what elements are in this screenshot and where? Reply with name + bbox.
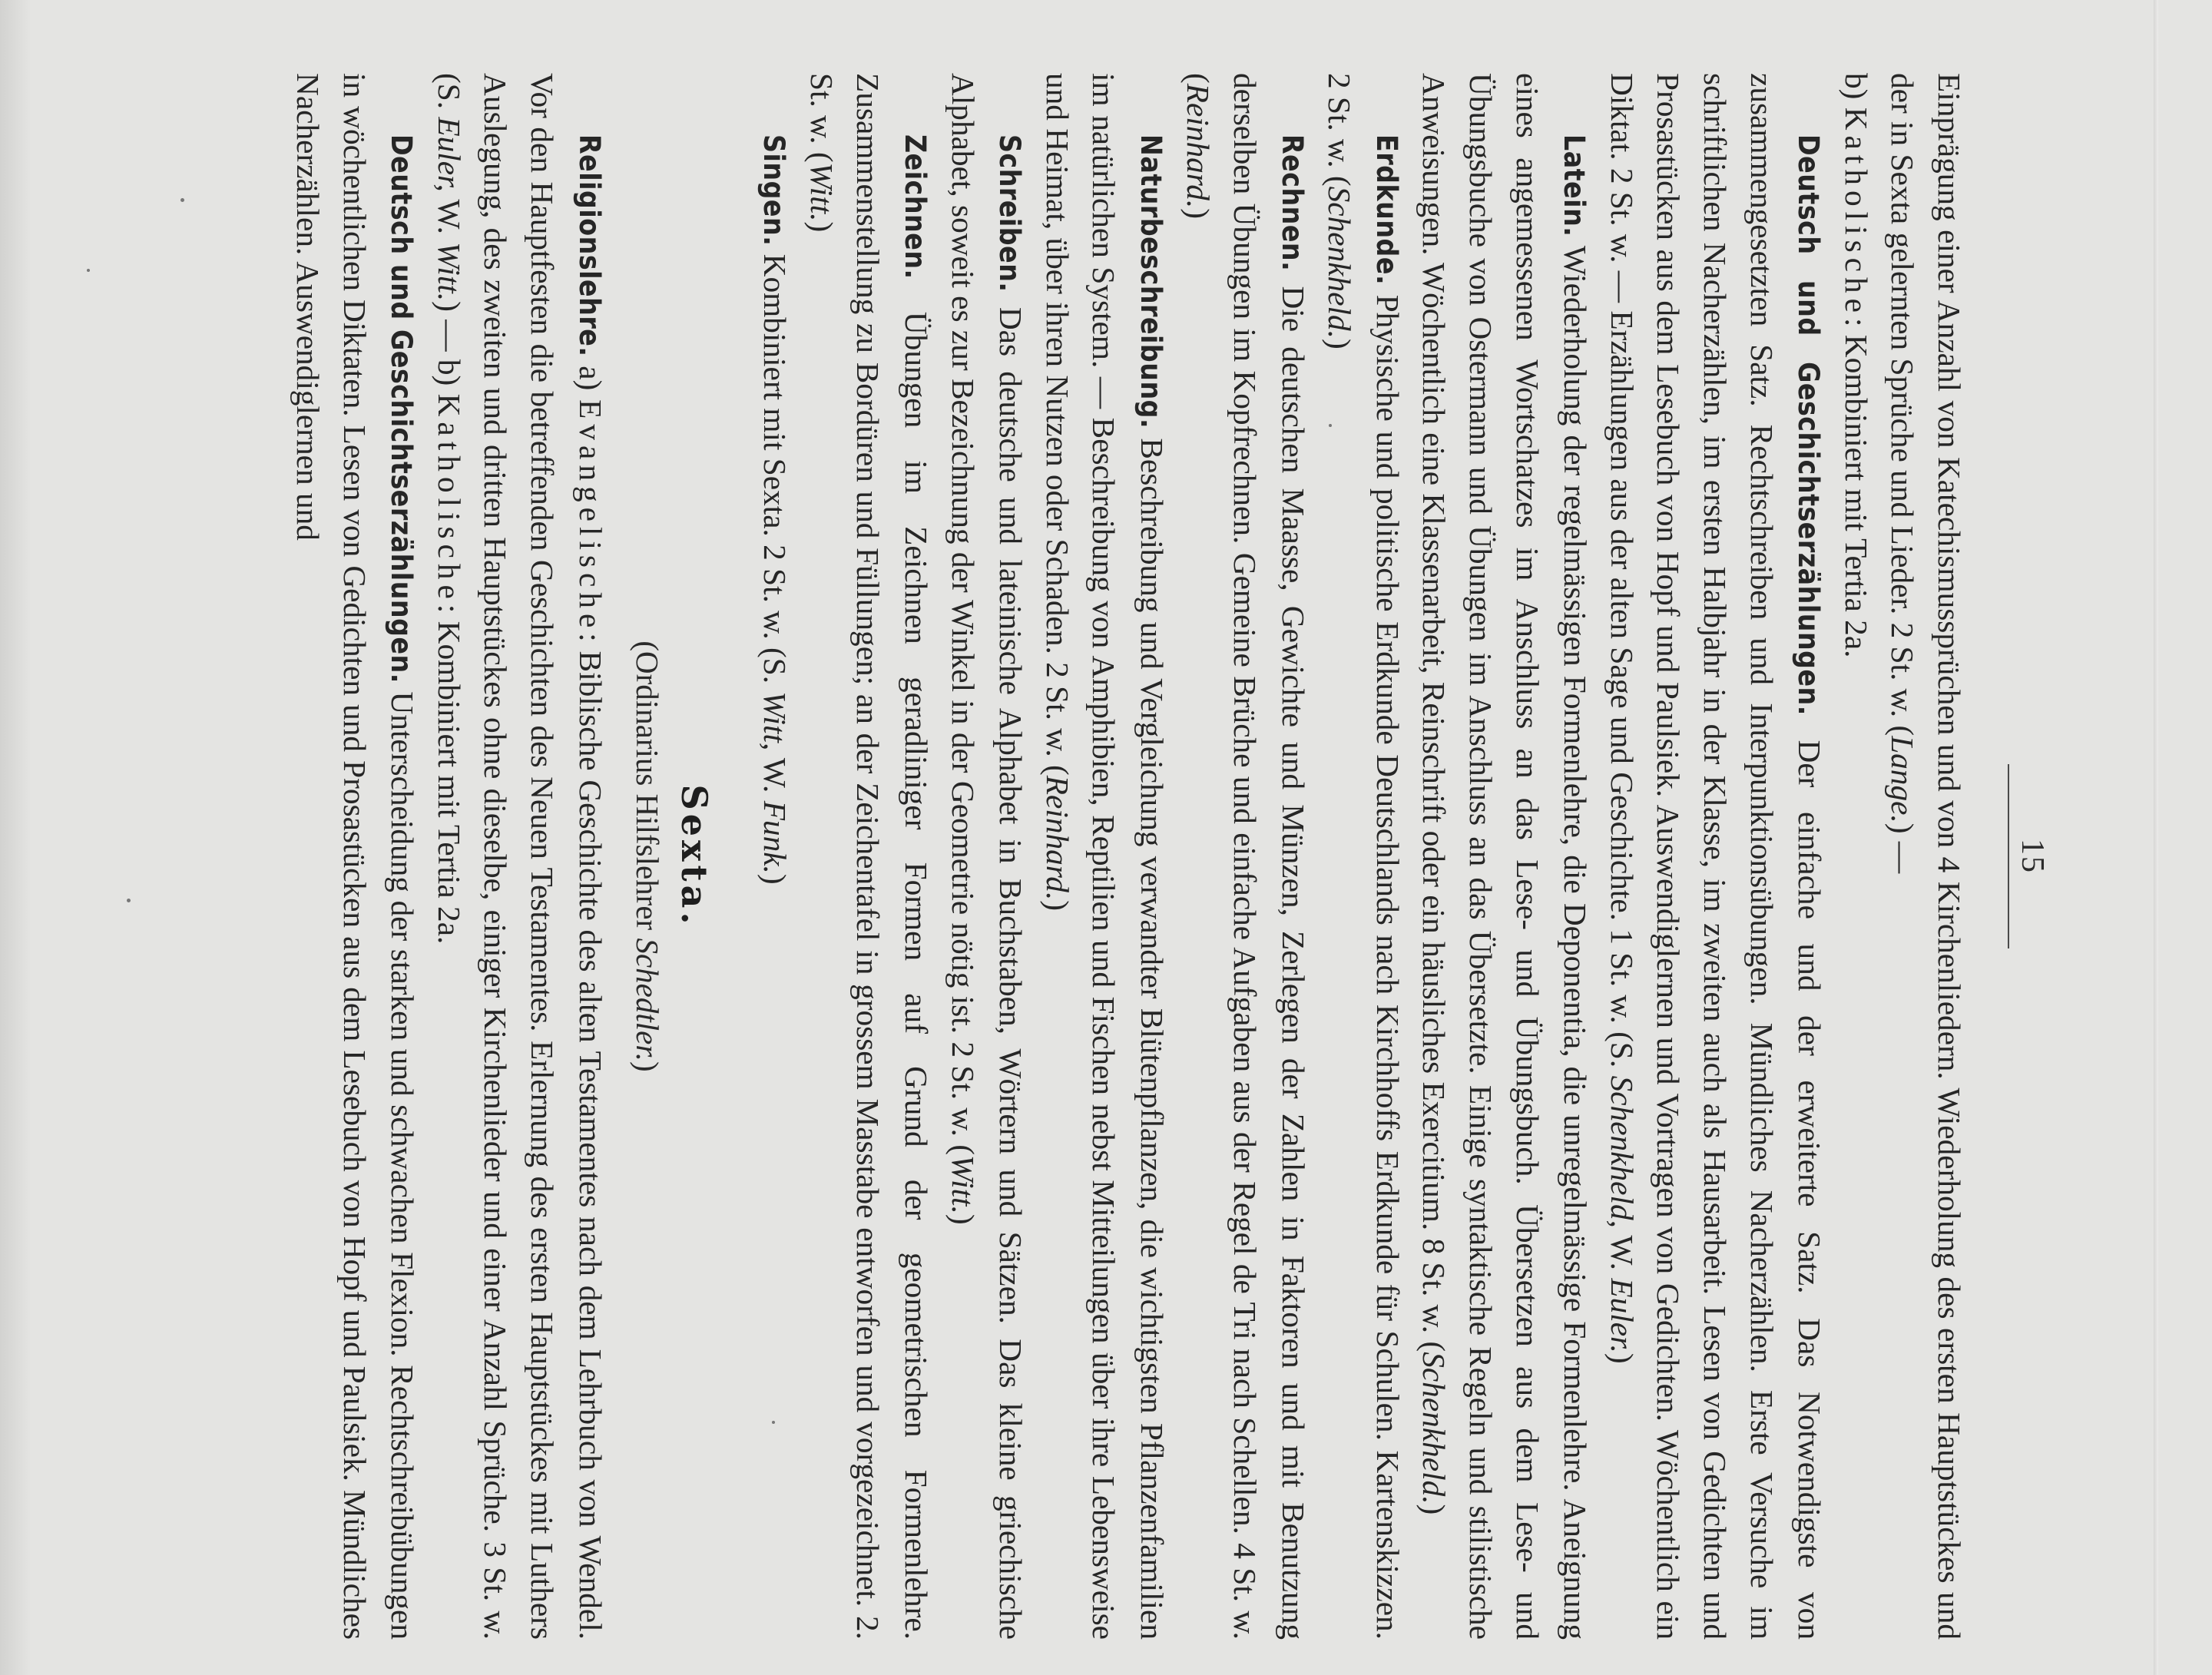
teacher-name: Reinhard. — [1039, 775, 1075, 901]
scan-shadow — [0, 0, 31, 1675]
paragraph-text: Physische und politische Erdkunde Deutschlands nach Kirchhoffs Erdkunde für Schulen. Kartenskizzen. 2 St. w. ( — [1322, 73, 1406, 1640]
paragraph-text: ) — [1604, 1352, 1640, 1364]
subject-heading: Singen. — [757, 134, 791, 247]
paragraph-text: Wiederholung der regelmässigen Formenlehre, die Deponentia, die unregelmässige Formenlehre. Aneignung eines angemessenen Wortschatzes im Anschluss an das Lese- und Übungsbuch. Übersetzen aus dem Lese- und Übungsbuche von Ostermann und Übungen im Anschluss an das Übersetzte. Einige syntaktische Regeln und stilistische Anweisungen. Wöchentlich eine Klassenarbeit, Reinschrift oder ein häusliches Exercitium. 8 St. w. ( — [1416, 73, 1594, 1640]
subtitle-text: ) — [629, 1061, 665, 1072]
paragraph-text: W. — [431, 199, 467, 234]
continuation-paragraph — [1879, 73, 1972, 1640]
teacher-name: Witt, — [757, 691, 793, 751]
subject-paragraph-naturbeschreibung — [1034, 73, 1175, 1640]
paragraph-text: Der einfache und der erweiterte Satz. Das Notwendigste von zusammengesetzten Satz. Rechtschreiben und Interpunktionsübungen. Mündliches Nacherzählen. Erste Versuche im schriftlichen Nacherzählen, im ersten Halbjahr in der Klasse, im zweiten auch als Hausarbeit. Lesen von Gedichten und Prosastücken aus dem Lesebuch von Hopf und Paulsiek. Auswendiglernen und Vortragen von Gedichten. Wöchentlich ein Diktat. 2 St. w. — Erzählungen aus der alten Sage und Geschichte. 1 St. w. (S. — [1604, 73, 1828, 1640]
paragraph-text: ) — [803, 221, 839, 233]
paragraph-text: : Kombiniert mit Tertia 2a. — [1838, 317, 1874, 658]
paragraph-text: : Biblische Geschichte des alten Testamentes nach dem Lehrbuch von Wendel. Vor den Hauptfesten die betreffenden Geschichten des Neuen Testamentes. Erlernung des ersten Hauptstückes mit Luthers Auslegung, des zweiten und dritten Hauptstückes ohne dieselbe, einiger Kirchenlieder und einer Anzahl Sprüche. 3 St. w. (S. — [431, 73, 608, 1640]
paragraph-text: : Kombiniert mit Tertia 2a. — [431, 604, 467, 945]
catholic-paragraph — [1833, 73, 1879, 1640]
subject-paragraph-deutsch-sexta — [284, 73, 426, 1640]
page-number-rule — [2008, 764, 2009, 948]
subject-paragraph-schreiben — [939, 73, 1034, 1640]
paragraph-text: ) — [945, 1213, 981, 1225]
paragraph-text: W. — [757, 757, 793, 793]
subject-paragraph-rechnen — [1175, 73, 1316, 1640]
subject-paragraph-zeichnen — [798, 73, 939, 1640]
spaced-label: Katholische — [431, 393, 467, 604]
scan-speck — [127, 899, 131, 902]
rotated-page — [261, 73, 2051, 1640]
subject-heading: Naturbeschreibung. — [1134, 134, 1167, 429]
teacher-name: Witt. — [431, 242, 467, 302]
teacher-name: Schenkheld. — [1322, 186, 1358, 339]
paragraph-text: Die deutschen Maasse, Gewichte und Münzen, Zerlegen der Zahlen in Faktoren und mit Benutzung derselben Übungen im Kopfrechnen. Gemeine Brüche und einfache Aufgaben aus der Regel de Tri nach Schellen. 4 St. w. ( — [1181, 73, 1311, 1640]
teacher-name: Witt. — [945, 1154, 981, 1214]
paragraph-text: ) — [757, 873, 793, 885]
teacher-name: Euler. — [1604, 1278, 1640, 1353]
subject-heading: Zeichnen. — [898, 134, 932, 280]
spaced-label: Evangelische — [572, 399, 608, 634]
paragraph-text: ) — [1039, 900, 1075, 912]
teacher-name: Lange. — [1885, 736, 1921, 823]
teacher-name: Witt. — [803, 162, 839, 222]
subject-paragraph-religionslehre — [426, 73, 613, 1640]
subject-paragraph-erdkunde — [1316, 73, 1411, 1640]
scan-page-edge — [2154, 0, 2158, 1675]
paragraph-text: Das deutsche und lateinische Alphabet in Buchstaben, Wörtern und Sätzen. Das kleine griechische Alphabet, soweit es zur Bezeichnung der Winkel in der Geometrie nötig ist. 2 St. w. ( — [945, 73, 1029, 1640]
paragraph-text: Einprägung einer Anzahl von Katechismussprüchen und von 4 Kirchenliedern. Wiederholung des ersten Hauptstückes und der in Sexta gelernten Sprüche und Lieder. 2 St. w. ( — [1885, 73, 1967, 1640]
teacher-name: Schedtler. — [629, 938, 665, 1061]
subject-heading: Schreiben. — [993, 134, 1027, 293]
scan-speck — [180, 198, 184, 202]
teacher-name: Funk. — [757, 800, 793, 874]
paragraph-text: b) — [1838, 73, 1874, 108]
section-title: Sexta. — [673, 784, 715, 929]
paragraph-text: a) — [572, 366, 608, 391]
paragraph-text: Kombiniert mit Sexta. 2 St. w. (S. — [757, 253, 793, 684]
paragraph-text: ) — [1322, 338, 1358, 349]
paragraph-text: Unterscheidung der starken und schwachen Flexion. Rechtschreibübungen in wöchentlichen Diktaten. Lesen von Gedichten und Prosastücken aus dem Lesebuch von Hopf und Paulsiek. Mündliches Nacherzählen. Auswendiglernen und — [290, 73, 421, 1640]
subtitle-text: (Ordinarius Hilfslehrer — [629, 641, 665, 931]
paragraph-text: W. — [1604, 1235, 1640, 1271]
paragraph-text: ) — b) — [431, 301, 467, 386]
section-subtitle — [629, 73, 666, 1640]
subject-heading: Erdkunde. — [1369, 134, 1403, 286]
teacher-name: Euler, — [431, 117, 467, 192]
scan-speck — [87, 269, 90, 272]
subject-paragraph-singen — [750, 73, 799, 1640]
subject-heading: Deutsch und Geschichtserzählungen. — [1792, 134, 1826, 716]
subject-heading: Deutsch und Geschichtserzählungen. — [385, 134, 419, 684]
subject-paragraph-latein — [1411, 73, 1598, 1640]
paragraph-text: Beschreibung und Vergleichung verwandter Blütenpflanzen, die wichtigsten Pflanzenfamilien im natürlichen System. — Beschreibung von Amphibien, Reptilien und Fischen nebst Mitteilungen über ihre Lebensweise und Heimat, über ihren Nutzen oder Schaden. 2 St. w. ( — [1039, 73, 1170, 1640]
subject-paragraph-deutsch — [1598, 73, 1833, 1640]
subject-heading: Latein. — [1558, 134, 1591, 237]
subject-heading: Rechnen. — [1275, 134, 1309, 272]
teacher-name: Schenkheld, — [1604, 1075, 1640, 1228]
subject-heading: Religionslehre. — [572, 134, 606, 357]
paragraph-text: ) — — [1885, 823, 1921, 874]
paragraph-text: Übungen im Zeichnen geradliniger Formen auf Grund der geometrischen Formenlehre. Zusammenstellung zu Bordüren und Füllungen; an der Zeichentafel in grossem Masstabe entworfen und vorgezeichnet. 2. St. w. ( — [803, 73, 934, 1640]
paragraph-text: ) — [1416, 1504, 1452, 1515]
spaced-label: Katholische — [1838, 107, 1874, 318]
page-number: 15 — [2015, 839, 2050, 874]
paragraph-text: ) — [1181, 208, 1217, 220]
teacher-name: Reinhard. — [1181, 83, 1217, 209]
teacher-name: Schenkheld. — [1416, 1352, 1452, 1505]
